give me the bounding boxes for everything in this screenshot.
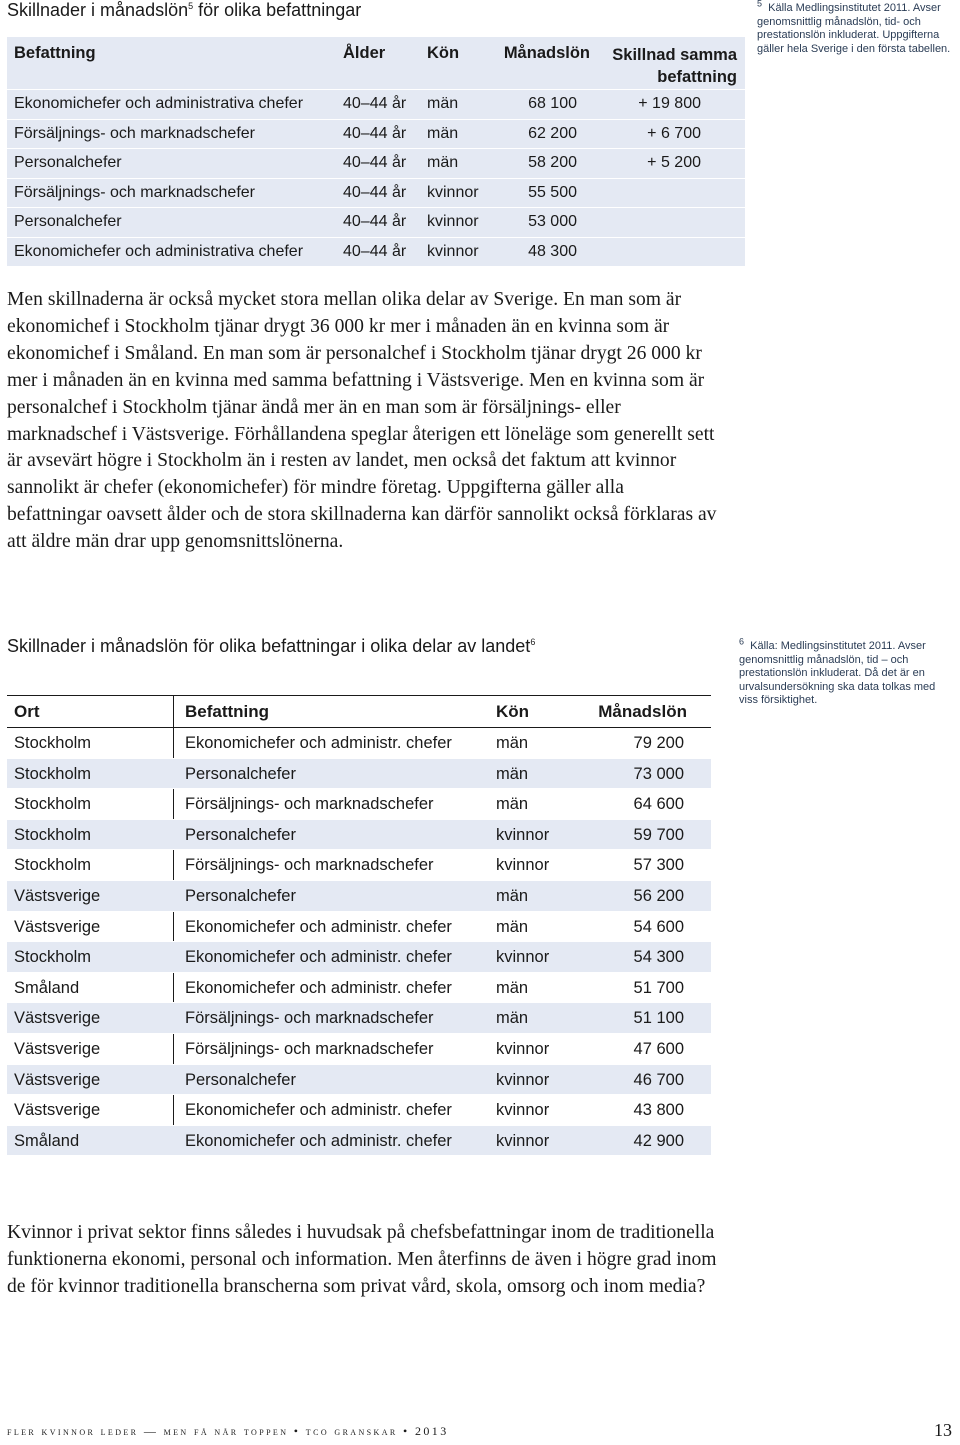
table-cell: Ekonomichefer och administrativa chefer xyxy=(14,95,304,112)
table-cell: Småland xyxy=(14,978,80,997)
table-row xyxy=(7,1095,711,1126)
table-cell: Ekonomichefer och administr. chefer xyxy=(185,734,452,752)
table-cell: Ekonomichefer och administr. chefer xyxy=(185,978,452,997)
table-cell: Personalchefer xyxy=(14,213,122,230)
table-cell: män xyxy=(427,95,459,112)
column-header: Skillnad samma befattning xyxy=(612,46,737,86)
table-cell: kvinnor xyxy=(496,825,550,844)
table-cell: 64 600 xyxy=(633,795,684,814)
table-cell: 73 000 xyxy=(633,764,684,783)
table-cell: Stockholm xyxy=(14,948,92,967)
table-cell: kvinnor xyxy=(496,948,550,967)
table-cell: män xyxy=(427,154,459,171)
table-cell: män xyxy=(496,1009,529,1028)
table-cell: kvinnor xyxy=(496,1039,550,1058)
table-cell: Västsverige xyxy=(14,1009,101,1028)
table-cell: Västsverige xyxy=(14,917,101,936)
table-cell: 59 700 xyxy=(633,825,684,844)
table-row xyxy=(7,119,745,149)
table-cell: män xyxy=(496,764,529,783)
table-cell: 53 000 xyxy=(528,213,577,230)
table-cell: kvinnor xyxy=(496,856,550,875)
table-cell: kvinnor xyxy=(496,1070,550,1089)
table-cell: 43 800 xyxy=(633,1101,684,1120)
table-cell: Personalchefer xyxy=(185,1070,296,1089)
table-cell: 58 200 xyxy=(528,154,577,171)
table-row xyxy=(7,1126,711,1157)
table-cell: + 19 800 xyxy=(638,95,701,112)
footnote-6: $^6$ Källa: Medlingsinstitutet 2011. Avser genomsnittlig månadslön, tid – och prestationslön inkluderat. Då det är en urvalsundersökning ska data tolkas med viss försiktighet. xyxy=(739,636,936,706)
page-number: 13 xyxy=(934,1420,952,1440)
table-cell: 47 600 xyxy=(633,1039,684,1058)
table-cell: Ekonomichefer och administr. chefer xyxy=(185,1101,452,1120)
table-cell: Personalchefer xyxy=(185,886,296,905)
table-row xyxy=(7,207,745,237)
table-cell: Försäljnings- och marknadschefer xyxy=(14,124,255,142)
table-row xyxy=(7,850,711,881)
page-footer: fler kvinnor leder — men få når toppen • tco granskar • 2013 xyxy=(7,1424,449,1438)
table-cell: Personalchefer xyxy=(185,825,296,844)
column-header: Befattning xyxy=(185,702,270,721)
table-row xyxy=(7,881,711,912)
table-cell: 51 100 xyxy=(633,1009,684,1028)
table2-title: Skillnader i månadslön för olika befattningar i olika delar av landet$^6$ xyxy=(7,636,536,656)
table-cell: 79 200 xyxy=(633,734,684,752)
table-cell: män xyxy=(496,917,529,936)
table-cell: Försäljnings- och marknadschefer xyxy=(185,795,434,814)
table-cell: 54 300 xyxy=(633,948,684,967)
column-header: Ålder xyxy=(343,44,386,62)
table-cell: 48 300 xyxy=(528,242,577,260)
body-paragraph-regions: Men skillnaderna är också mycket stora mellan olika delar av Sverige. En man som är ekonomichef i Stockholm tjänar drygt 36 000 kr mer i månaden än en kvinna som är ekonomichef i Småland. En man som är personalchef i Stockholm tjänar drygt 26 000 kr mer i månaden än en kvinna med samma befattning i Västsverige. Men en kvinna som är personalchef i Stockholm tjänar ändå mer än en man som är försäljnings- eller marknadschef i Västsverige. Förhållandena speglar återigen ett löneläge som generellt sett är avsevärt högre i Stockholm än i resten av landet, men också det faktum att kvinnor sannolikt är chefer (ekonomichefer) för mindre företag. Uppgifterna gäller alla befattningar oavsett ålder och de stora skillnaderna kan därför sannolikt också förklaras av att äldre män drar upp genomsnittslönerna. xyxy=(7,289,717,553)
table-cell: 51 700 xyxy=(633,978,684,997)
table-cell: kvinnor xyxy=(496,1131,550,1150)
column-header: Kön xyxy=(496,702,530,721)
table-cell: kvinnor xyxy=(496,1101,550,1120)
table-cell: Stockholm xyxy=(14,825,92,844)
table-cell: 55 500 xyxy=(528,183,577,201)
table-cell: män xyxy=(496,886,529,905)
table-cell: Personalchefer xyxy=(185,764,296,783)
table-cell: 56 200 xyxy=(633,886,684,905)
table-cell: 40–44 år xyxy=(343,124,407,142)
body-paragraph-sectors: Kvinnor i privat sektor finns således i huvudsak på chefsbefattningar inom de traditionella funktionerna ekonomi, personal och information. Men återfinns de även i högre grad inom de för kvinnor traditionella branscherna som privat vård, skola, omsorg och inom media? xyxy=(7,1222,717,1297)
table-cell: Västsverige xyxy=(14,1070,101,1089)
table-cell: Försäljnings- och marknadschefer xyxy=(185,1039,434,1058)
table-cell: 40–44 år xyxy=(343,154,407,171)
table-cell: 40–44 år xyxy=(343,95,407,112)
table-row xyxy=(7,789,711,820)
table-row xyxy=(7,1003,711,1034)
table-cell: Stockholm xyxy=(14,795,92,814)
table-cell: Ekonomichefer och administr. chefer xyxy=(185,1131,452,1150)
salary-table-regions xyxy=(7,695,711,1156)
table-cell: Försäljnings- och marknadschefer xyxy=(185,1009,434,1028)
table-cell: Försäljnings- och marknadschefer xyxy=(14,183,255,201)
table-cell: 57 300 xyxy=(633,856,684,875)
table-cell: 54 600 xyxy=(633,917,684,936)
table-cell: 40–44 år xyxy=(343,242,407,260)
table-cell: Försäljnings- och marknadschefer xyxy=(185,856,434,875)
table-row xyxy=(7,820,711,851)
table-cell: 46 700 xyxy=(633,1070,684,1089)
table-cell: män xyxy=(496,795,529,814)
table-cell: Västsverige xyxy=(14,886,101,905)
table-row xyxy=(7,973,711,1004)
table-cell: kvinnor xyxy=(427,213,479,230)
table-cell: 40–44 år xyxy=(343,213,407,230)
table-row xyxy=(7,912,711,943)
table-row xyxy=(7,942,711,973)
table-row xyxy=(7,148,745,178)
table-cell: Stockholm xyxy=(14,734,92,752)
table-cell: Stockholm xyxy=(14,856,92,875)
column-header: Kön xyxy=(427,44,460,62)
table-cell: Västsverige xyxy=(14,1101,101,1120)
table-row xyxy=(7,89,745,119)
column-header: Månadslön xyxy=(503,44,590,62)
table-cell: Personalchefer xyxy=(14,154,122,171)
table-cell: Ekonomichefer och administrativa chefer xyxy=(14,242,304,260)
table-cell: män xyxy=(427,124,459,142)
table-cell: 62 200 xyxy=(528,124,577,142)
table-row xyxy=(7,237,745,267)
table-cell: + 6 700 xyxy=(647,124,701,142)
table-cell: 40–44 år xyxy=(343,183,407,201)
table-row xyxy=(7,1034,711,1065)
table1-title: Skillnader i månadslön$^5$ för olika befattningar xyxy=(7,0,362,20)
table-row xyxy=(7,1065,711,1096)
table-cell: kvinnor xyxy=(427,242,479,260)
table-cell: Småland xyxy=(14,1131,80,1150)
footnote-5: $^5$ Källa Medlingsinstitutet 2011. Avser genomsnittlig månadslön, tid- och prestationslön inkluderat. Uppgifterna gäller hela Sverige i den första tabellen. xyxy=(757,0,951,55)
table-cell: Ekonomichefer och administr. chefer xyxy=(185,948,452,967)
table-cell: + 5 200 xyxy=(647,154,701,171)
table-row xyxy=(7,759,711,790)
table-cell: kvinnor xyxy=(427,183,479,201)
table-cell: 68 100 xyxy=(528,95,577,112)
table-row xyxy=(7,728,711,759)
table-header-row xyxy=(7,695,711,728)
table-cell: män xyxy=(496,734,529,752)
column-header: Ort xyxy=(14,702,40,721)
table-cell: Stockholm xyxy=(14,764,92,783)
table-row xyxy=(7,178,745,208)
salary-table-positions xyxy=(7,37,745,266)
column-header: Månadslön xyxy=(598,702,687,721)
table-cell: män xyxy=(496,978,529,997)
table-cell: Ekonomichefer och administr. chefer xyxy=(185,917,452,936)
column-header: Befattning xyxy=(14,44,96,62)
table-header-row xyxy=(7,37,745,89)
table-cell: Västsverige xyxy=(14,1039,101,1058)
table-cell: 42 900 xyxy=(633,1131,684,1150)
